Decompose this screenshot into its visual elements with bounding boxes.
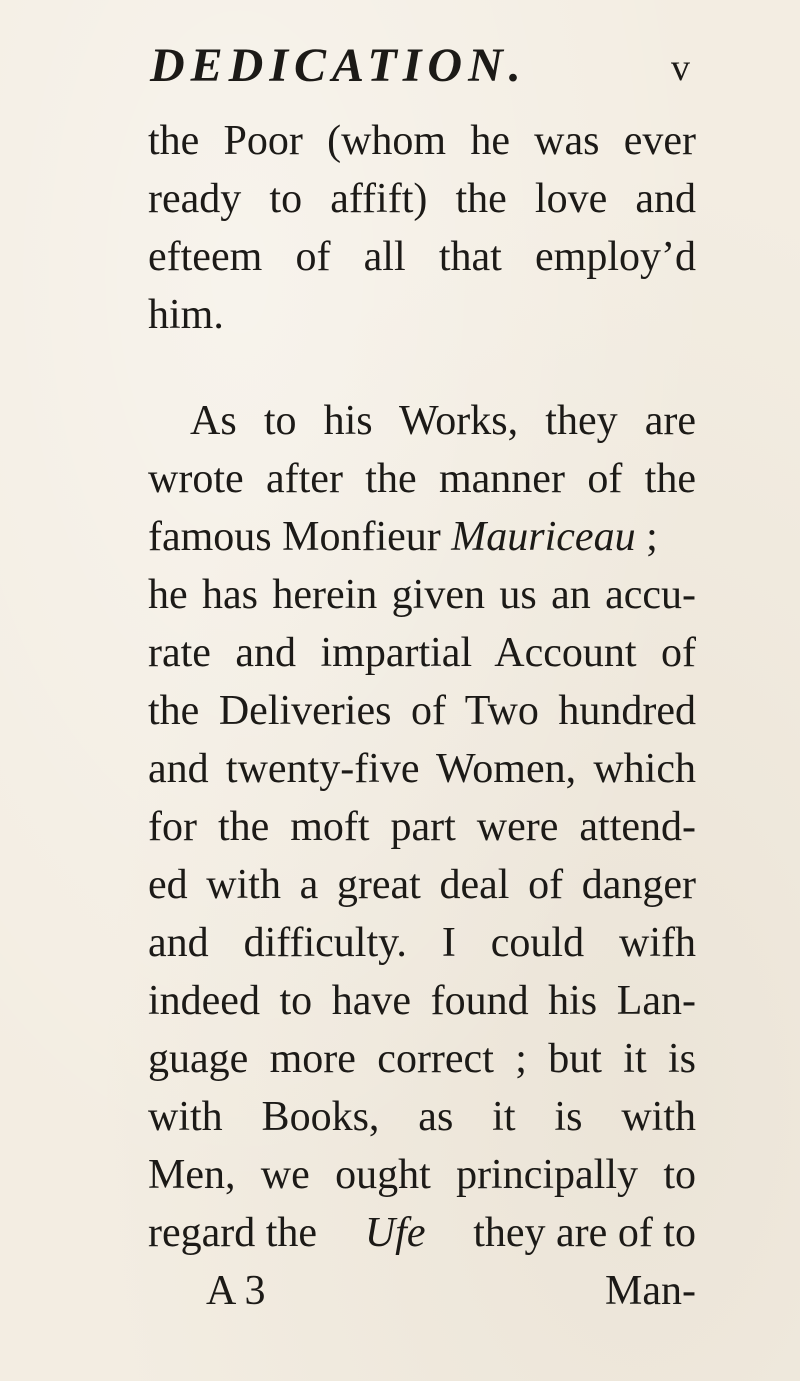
text-line: ed with a great deal of danger: [148, 862, 696, 908]
text-line: the Deliveries of Two hundred: [148, 688, 696, 734]
text-fragment: famous Monfieur: [148, 514, 452, 560]
text-line: Men, we ought principally to: [148, 1152, 696, 1198]
text-fragment: regard the: [148, 1210, 318, 1256]
text-fragment: ;: [635, 514, 658, 560]
body-text: [148, 112, 696, 1320]
text-line: efteem of all that employ’d: [148, 234, 696, 280]
text-line: rate and impartial Account of: [148, 630, 696, 676]
paragraph-gap: [148, 344, 696, 392]
text-line: [148, 508, 696, 566]
text-line: he has herein given us an accu-: [148, 572, 696, 618]
text-line: for the moft part were attend-: [148, 804, 696, 850]
text-line: [148, 1204, 696, 1262]
catchword: Man-: [605, 1268, 696, 1314]
text-line: guage more correct ; but it is: [148, 1036, 696, 1082]
text-line: and twenty-five Women, which: [148, 746, 696, 792]
text-line: with Books, as it is with: [148, 1094, 696, 1140]
text-line: and difficulty. I could wifh: [148, 920, 696, 966]
text-line-indented: As to his Works, they are: [190, 398, 696, 444]
text-line: him.: [148, 292, 224, 338]
text-line: the Poor (whom he was ever: [148, 118, 696, 164]
running-head-title: DEDICATION.: [150, 39, 527, 92]
page-footer: [148, 1262, 696, 1320]
italic-word: Ufe: [364, 1210, 426, 1256]
italic-name: Mauriceau: [451, 514, 636, 560]
text-line: indeed to have found his Lan-: [148, 978, 696, 1024]
signature-mark: A 3: [206, 1268, 266, 1314]
page-number: v: [671, 47, 690, 89]
text-line: ready to affift) the love and: [148, 176, 696, 222]
text-line: wrote after the manner of the: [148, 456, 696, 502]
running-head: [150, 38, 690, 94]
text-fragment: they are of to: [473, 1210, 696, 1256]
